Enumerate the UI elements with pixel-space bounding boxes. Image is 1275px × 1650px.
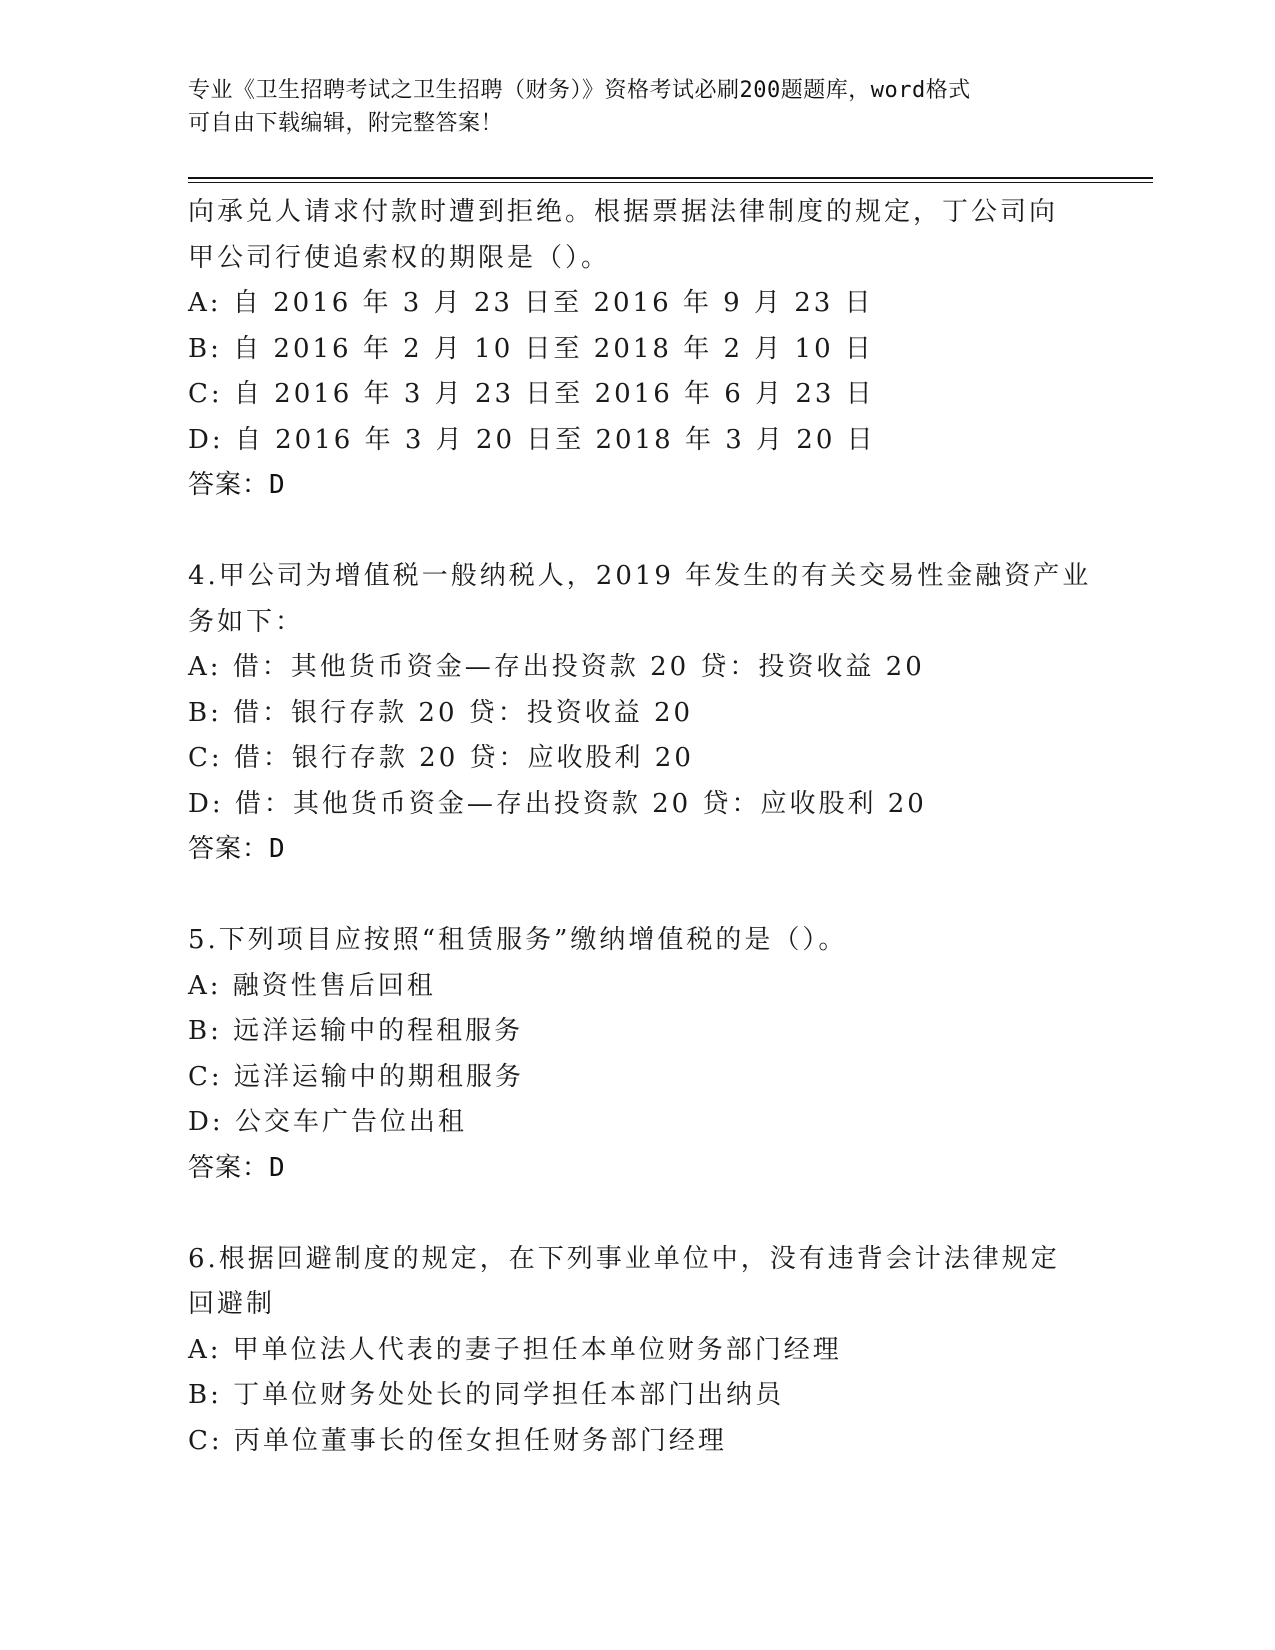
answer-line: 答案：D [188,1152,286,1183]
question-3 [188,190,1088,509]
header-line-1: 专业《卫生招聘考试之卫生招聘（财务）》资格考试必刷200题题库，word格式 [188,78,971,103]
question-content [188,190,1092,1464]
option-c: C: 丙单位董事长的侄女担任财务部门经理 [188,1425,727,1456]
question-stem: 向承兑人请求付款时遭到拒绝。根据票据法律制度的规定，丁公司向 [188,197,1059,227]
header-line-2: 可自由下载编辑，附完整答案！ [188,111,504,136]
option-b: B: 自 2016 年 2 月 10 日至 2018 年 2 月 10 日 [188,333,874,364]
option-a: A: 借：其他货币资金—存出投资款 20 贷：投资收益 20 [188,652,925,682]
option-a: A: 融资性售后回租 [188,970,436,1001]
answer-line: 答案：D [188,470,286,500]
question-stem: 务如下： [188,606,305,637]
document-header [188,74,1068,140]
answer-line: 答案：D [188,834,286,864]
option-b: B: 远洋运输中的程租服务 [188,1016,524,1046]
question-6 [188,1237,1088,1465]
question-stem: 4.甲公司为增值税一般纳税人，2019 年发生的有关交易性金融资产业 [188,561,1092,591]
option-c: C: 自 2016 年 3 月 23 日至 2016 年 6 月 23 日 [188,379,875,409]
question-stem: 回避制 [188,1289,276,1319]
question-4 [188,554,1092,873]
option-c: C: 借：银行存款 20 贷：应收股利 20 [188,743,694,773]
option-b: B: 丁单位财务处处长的同学担任本部门出纳员 [188,1380,785,1410]
header-divider-thick [188,177,1153,179]
question-stem: 5.下列项目应按照“租赁服务”缴纳增值税的是（）。 [188,925,848,955]
question-stem: 6.根据回避制度的规定，在下列事业单位中，没有违背会计法律规定 [188,1243,1060,1274]
option-a: A: 自 2016 年 3 月 23 日至 2016 年 9 月 23 日 [188,288,874,318]
option-c: C: 远洋运输中的期租服务 [188,1061,524,1092]
option-d: D: 自 2016 年 3 月 20 日至 2018 年 3 月 20 日 [188,424,876,455]
option-d: D: 公交车广告位出租 [188,1107,467,1137]
question-stem: 甲公司行使追索权的期限是（）。 [188,242,611,273]
option-d: D: 借：其他货币资金—存出投资款 20 贷：应收股利 20 [188,788,927,819]
question-5 [188,918,1088,1191]
option-a: A: 甲单位法人代表的妻子担任本单位财务部门经理 [188,1334,842,1365]
header-divider-thin [188,182,1153,183]
option-b: B: 借：银行存款 20 贷：投资收益 20 [188,697,694,728]
